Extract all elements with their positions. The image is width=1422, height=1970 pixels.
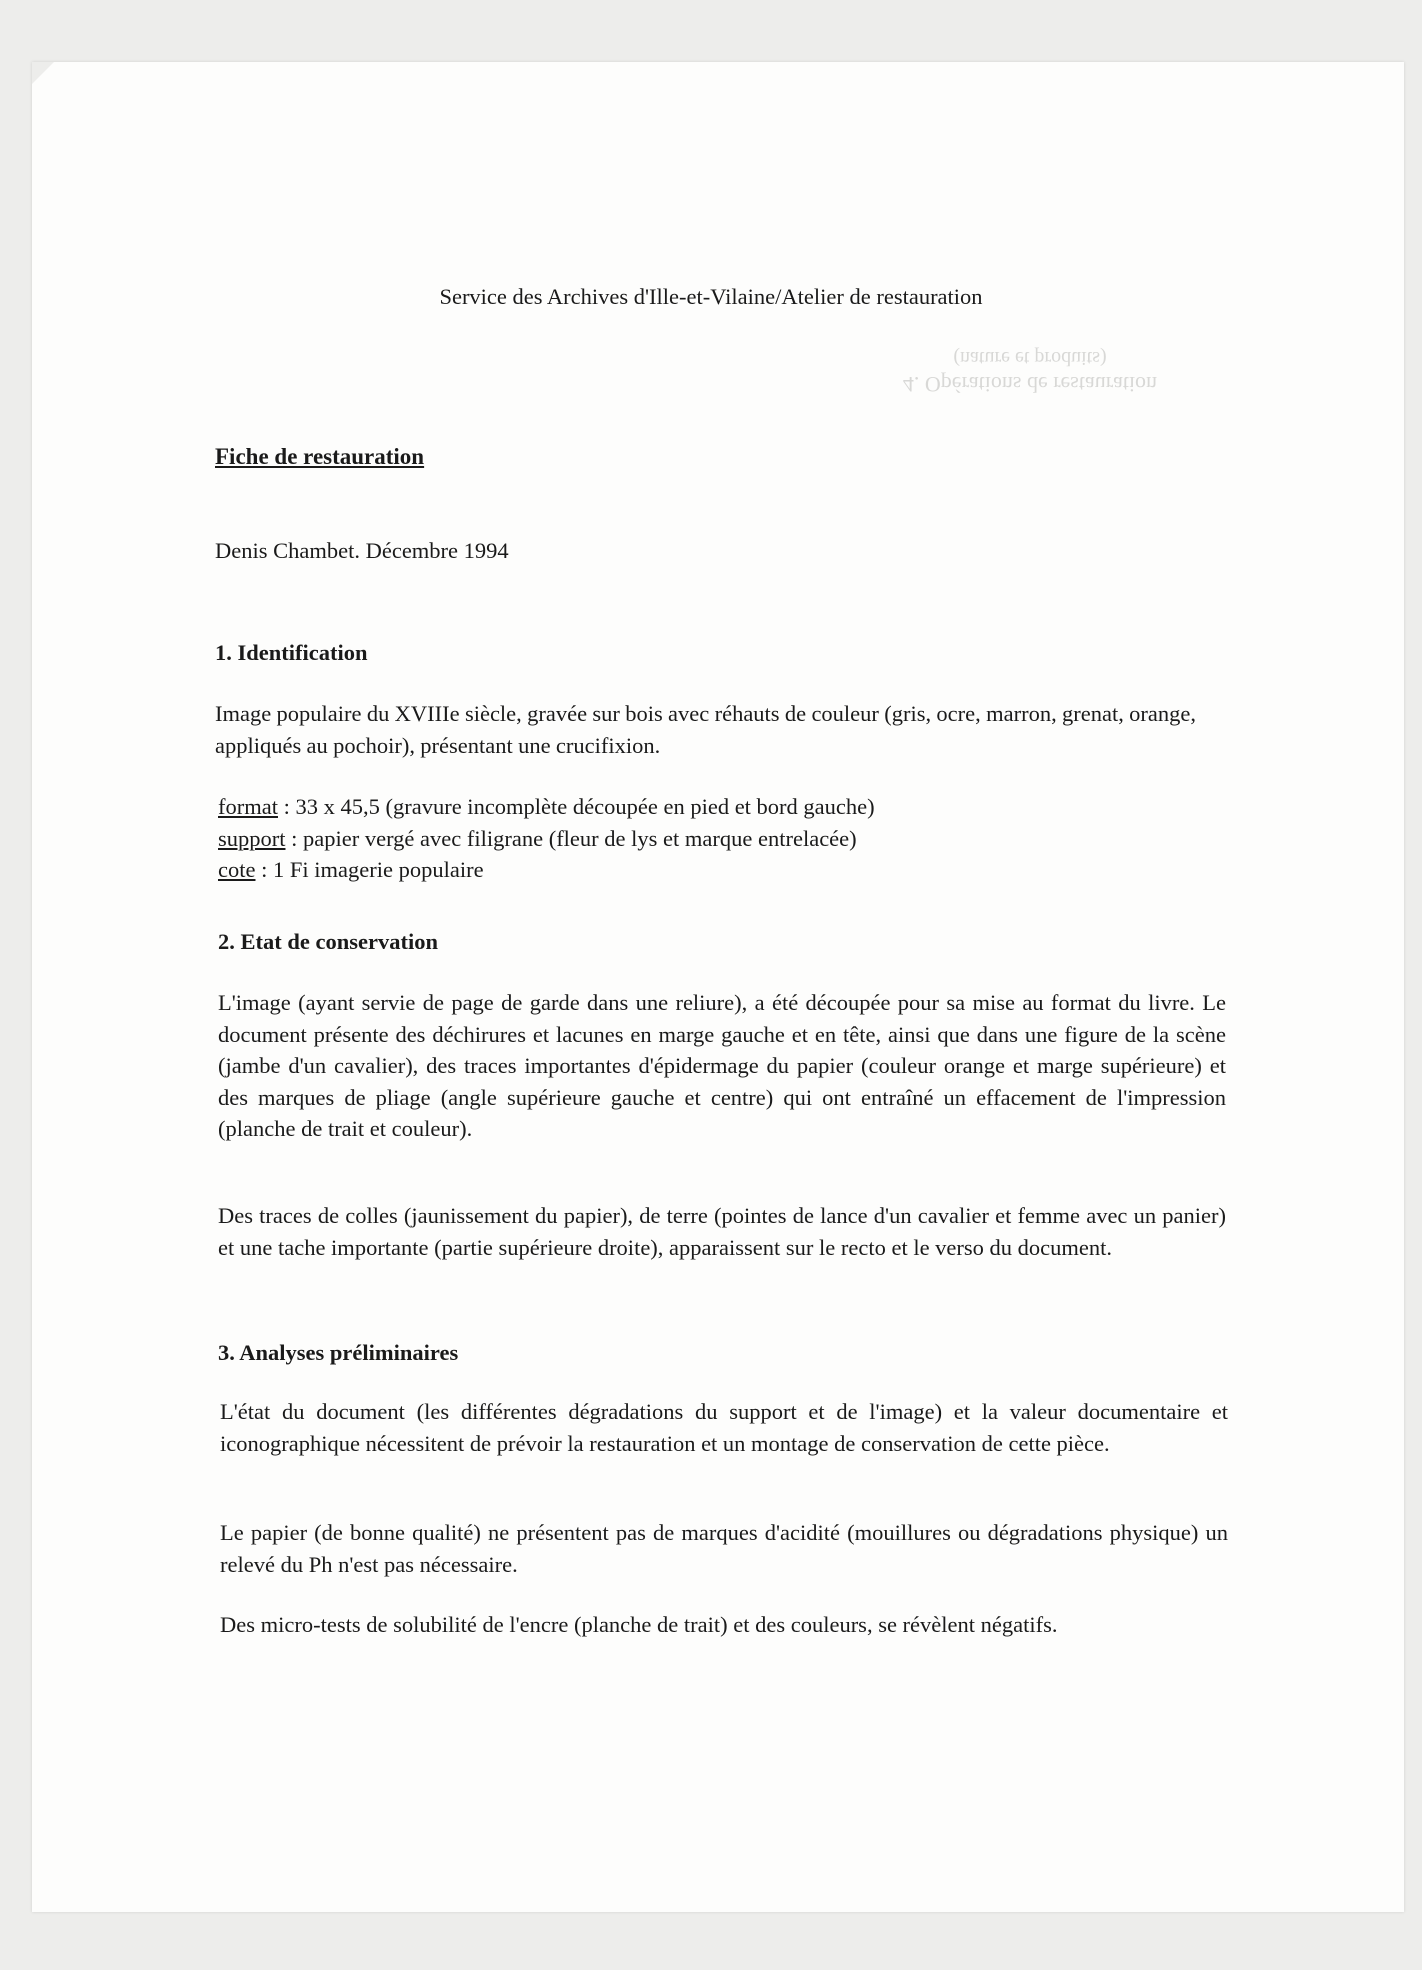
format-label: format [218, 794, 278, 819]
section3-paragraph3: Des micro-tests de solubilité de l'encre (planche de trait) et des couleurs, se révèlent négatifs. [220, 1612, 1058, 1637]
section2-heading: 2. Etat de conservation [218, 929, 438, 954]
section1-heading: 1. Identification [215, 640, 368, 665]
page-header: Service des Archives d'Ille-et-Vilaine/Atelier de restauration [439, 284, 983, 309]
section2-paragraph1: L'image (ayant servie de page de garde dans une reliure), a été découpée pour sa mise au format du livre. Le document présente des déchirures et lacunes en marge gauche et en tête, ainsi que dans une figure de la scène (jambe d'un cavalier), des traces importantes d'épidermage du papier (couleur orange et marge supérieure) et des marques de pliage (angle supérieure gauche et centre) qui ont entraîné un effacement de l'impression (planche de trait et couleur). [218, 990, 1226, 1141]
section3-paragraph2: Le papier (de bonne qualité) ne présentent pas de marques d'acidité (mouillures ou dégradations physique) un relevé du Ph n'est pas nécessaire. [220, 1520, 1228, 1577]
cote-field [218, 854, 1218, 886]
format-value: : 33 x 45,5 (gravure incomplète découpée en pied et bord gauche) [277, 794, 875, 819]
identification-fields [218, 791, 1218, 886]
cote-value: : 1 Fi imagerie populaire [255, 857, 484, 882]
folded-corner [32, 62, 54, 84]
section1-description: Image populaire du XVIIIe siècle, gravée sur bois avec réhauts de couleur (gris, ocre, marron, grenat, orange, appliqués au pochoir), présentant une crucifixion. [215, 701, 1197, 758]
cote-label: cote [218, 857, 256, 882]
support-label: support [218, 825, 286, 851]
bleed-through-text [830, 345, 1230, 397]
section2-paragraph2: Des traces de colles (jaunissement du papier), de terre (pointes de lance d'un cavalier et femme avec un panier) et une tache importante (partie supérieure droite), apparaissent sur le recto et le verso du document. [218, 1203, 1226, 1260]
section3-paragraph1: L'état du document (les différentes dégradations du support et de l'image) et la valeur documentaire et iconographique nécessitent de prévoir la restauration et un montage de conservation de cette pièce. [220, 1399, 1228, 1456]
bleed-through-subtitle: (nature et produits) [953, 347, 1107, 369]
format-field [218, 791, 1218, 823]
support-value: : papier vergé avec filigrane (fleur de lys et marque entrelacée) [285, 825, 857, 851]
fiche-title: Fiche de restauration [215, 444, 425, 469]
bleed-through-title: 4. Opérations de restauration [902, 372, 1158, 397]
section3-heading: 3. Analyses préliminaires [218, 1340, 459, 1365]
author-date: Denis Chambet. Décembre 1994 [215, 538, 509, 563]
support-field [218, 823, 1218, 855]
